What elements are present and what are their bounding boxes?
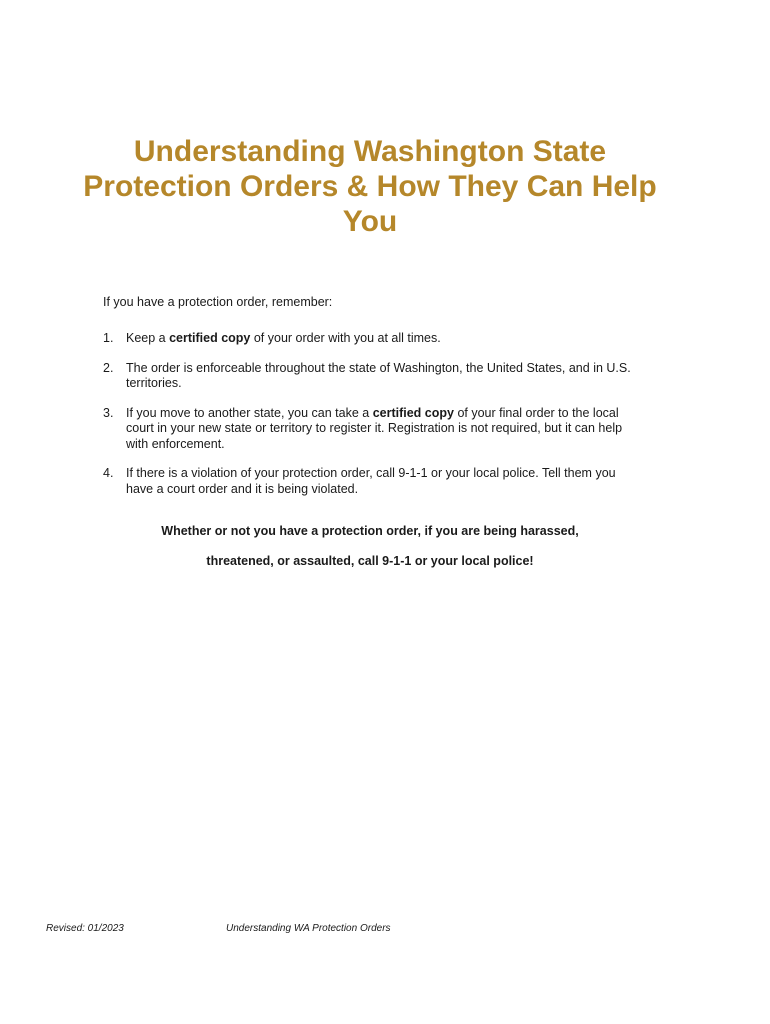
list-item-text: of your final order to the local court in your new state or territory to register it. Registration is not required, but it can help with enforcement. (126, 405, 623, 451)
list-item-emphasis: certified copy (372, 405, 454, 420)
list-item-number: 1. (103, 331, 114, 345)
list-item (103, 331, 643, 347)
list-item-text: of your order with you at all times. (250, 331, 441, 345)
intro-text: If you have a protection order, remember: (103, 295, 333, 309)
footer-document-name: Understanding WA Protection Orders (226, 923, 391, 934)
list-item-text: Keep a (126, 331, 170, 345)
footer-revised-date: Revised: 01/2023 (46, 923, 124, 934)
reminder-list (103, 331, 643, 511)
list-item-number: 4. (103, 466, 114, 480)
list-item-text: If you move to another state, you can take a (126, 405, 373, 420)
list-item (103, 466, 643, 497)
emergency-callout-line-2: threatened, or assaulted, call 9-1-1 or your local police! (206, 554, 534, 568)
list-item-number: 3. (103, 405, 114, 420)
list-item-emphasis: certified copy (169, 331, 251, 345)
list-item-text: The order is enforceable throughout the state of Washington, the United States, and in U.S. territories. (126, 360, 631, 390)
document-title: Understanding Washington State Protection Orders & How They Can Help You (83, 135, 657, 238)
list-item-number: 2. (103, 360, 114, 375)
list-item (103, 361, 643, 392)
emergency-callout-line-1: Whether or not you have a protection order, if you are being harassed, (161, 524, 579, 538)
list-item-text: If there is a violation of your protection order, call 9-1-1 or your local police. Tell them you have a court order and it is being violated. (126, 466, 616, 496)
list-item (103, 406, 643, 453)
